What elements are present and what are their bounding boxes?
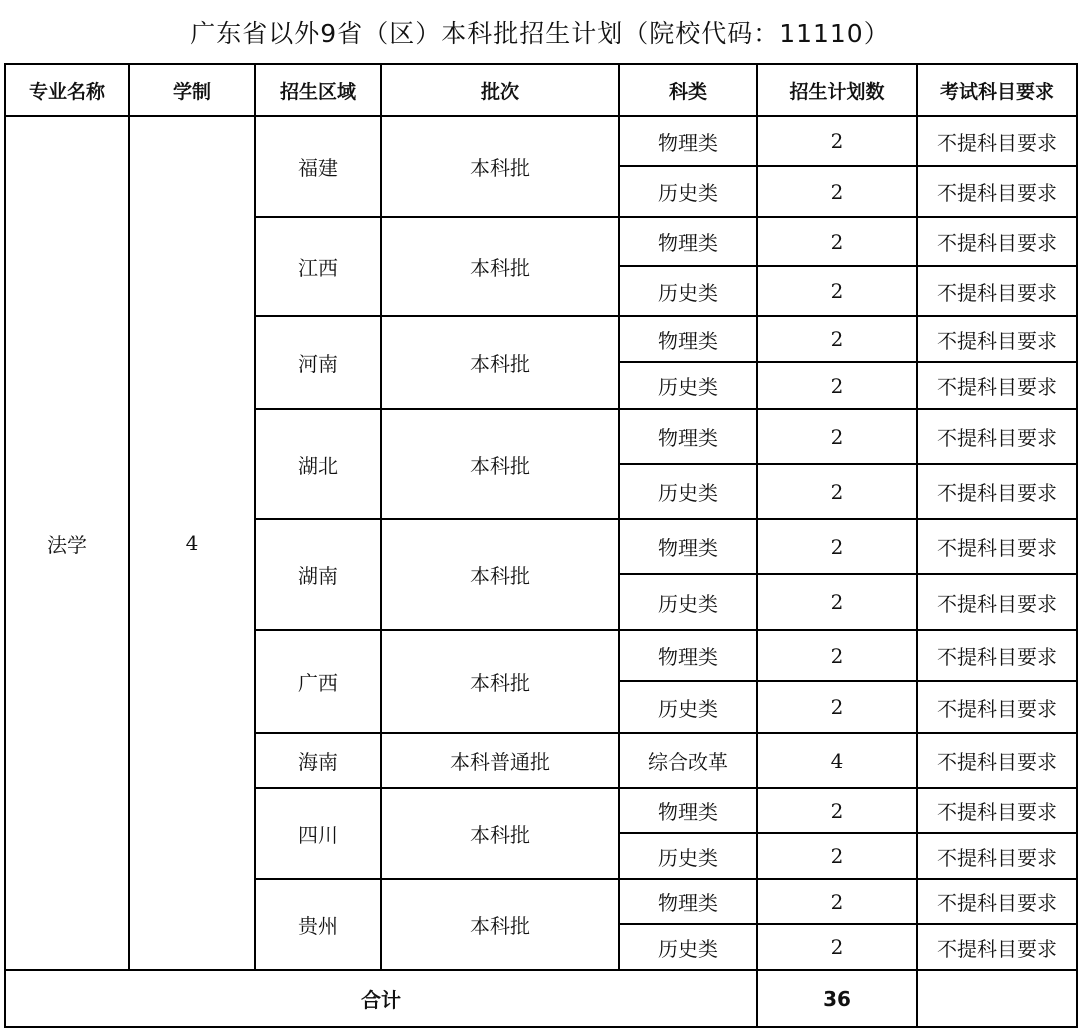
header-major: 专业名称 [5,64,129,116]
subject-requirement: 不提科目要求 [917,464,1077,519]
subject-category: 历史类 [619,574,757,630]
region-name: 四川 [255,788,381,879]
subject-requirement: 不提科目要求 [917,681,1077,733]
subject-requirement: 不提科目要求 [917,266,1077,316]
subject-requirement: 不提科目要求 [917,316,1077,362]
subject-requirement: 不提科目要求 [917,217,1077,266]
subject-requirement: 不提科目要求 [917,166,1077,217]
region-name: 贵州 [255,879,381,970]
header-batch: 批次 [381,64,619,116]
subject-category: 综合改革 [619,733,757,788]
region-name: 湖南 [255,519,381,630]
subject-requirement: 不提科目要求 [917,833,1077,879]
plan-count: 2 [757,630,917,681]
plan-count: 2 [757,464,917,519]
subject-category: 历史类 [619,362,757,409]
subject-category: 物理类 [619,879,757,924]
region-name: 福建 [255,116,381,217]
region-name: 广西 [255,630,381,733]
plan-count: 2 [757,879,917,924]
plan-count: 2 [757,362,917,409]
plan-count: 4 [757,733,917,788]
batch-name: 本科批 [381,788,619,879]
plan-count: 2 [757,217,917,266]
subject-requirement: 不提科目要求 [917,924,1077,970]
table-row [5,116,1077,166]
region-name: 海南 [255,733,381,788]
batch-name: 本科批 [381,217,619,316]
subject-requirement: 不提科目要求 [917,116,1077,166]
plan-count: 2 [757,266,917,316]
subject-category: 历史类 [619,681,757,733]
subject-category: 物理类 [619,788,757,833]
plan-count: 2 [757,166,917,217]
header-duration: 学制 [129,64,255,116]
plan-count: 2 [757,788,917,833]
total-row [5,970,1077,1027]
subject-category: 历史类 [619,924,757,970]
header-region: 招生区域 [255,64,381,116]
subject-requirement: 不提科目要求 [917,788,1077,833]
subject-category: 物理类 [619,519,757,574]
subject-category: 历史类 [619,833,757,879]
batch-name: 本科批 [381,879,619,970]
table-body [5,116,1077,970]
region-name: 湖北 [255,409,381,519]
batch-name: 本科批 [381,116,619,217]
header-category: 科类 [619,64,757,116]
major-name: 法学 [5,116,129,970]
plan-count: 2 [757,681,917,733]
batch-name: 本科批 [381,630,619,733]
subject-category: 物理类 [619,630,757,681]
subject-requirement: 不提科目要求 [917,574,1077,630]
subject-requirement: 不提科目要求 [917,362,1077,409]
subject-category: 物理类 [619,116,757,166]
header-plan-count: 招生计划数 [757,64,917,116]
total-label: 合计 [5,970,757,1027]
page-title: 广东省以外9省（区）本科批招生计划（院校代码：11110） [190,19,890,48]
total-requirement [917,970,1077,1027]
subject-requirement: 不提科目要求 [917,409,1077,464]
batch-name: 本科普通批 [381,733,619,788]
plan-count: 2 [757,116,917,166]
header-requirement: 考试科目要求 [917,64,1077,116]
subject-requirement: 不提科目要求 [917,630,1077,681]
plan-count: 2 [757,574,917,630]
subject-category: 历史类 [619,464,757,519]
region-name: 江西 [255,217,381,316]
subject-category: 物理类 [619,409,757,464]
subject-category: 物理类 [619,217,757,266]
subject-requirement: 不提科目要求 [917,879,1077,924]
plan-count: 2 [757,833,917,879]
table-header-row [5,64,1077,116]
subject-category: 历史类 [619,166,757,217]
total-value: 36 [757,970,917,1027]
enrollment-plan-table [4,63,1078,1028]
subject-requirement: 不提科目要求 [917,519,1077,574]
region-name: 河南 [255,316,381,409]
plan-count: 2 [757,316,917,362]
subject-category: 历史类 [619,266,757,316]
duration: 4 [129,116,255,970]
batch-name: 本科批 [381,409,619,519]
plan-count: 2 [757,409,917,464]
batch-name: 本科批 [381,519,619,630]
batch-name: 本科批 [381,316,619,409]
plan-count: 2 [757,519,917,574]
subject-requirement: 不提科目要求 [917,733,1077,788]
plan-count: 2 [757,924,917,970]
subject-category: 物理类 [619,316,757,362]
